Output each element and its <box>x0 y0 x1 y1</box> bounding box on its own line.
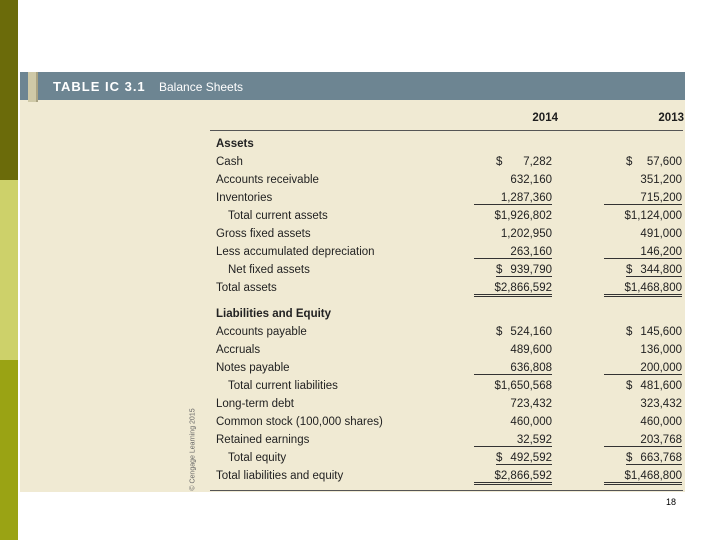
table-row <box>216 156 686 174</box>
page-number: 18 <box>666 497 677 507</box>
value-2014: 263,160 <box>474 246 552 259</box>
currency-2013: $ <box>626 452 633 464</box>
value-2014: 489,600 <box>510 344 552 356</box>
section-heading-row <box>216 308 686 326</box>
table-row <box>216 344 686 362</box>
value-2014: 524,160 <box>510 326 552 338</box>
slide-accent-bar-top <box>0 0 18 180</box>
header-rule <box>210 130 683 131</box>
row-label: Retained earnings <box>216 434 310 446</box>
value-2014: 636,808 <box>474 362 552 375</box>
value-2013: 200,000 <box>604 362 682 375</box>
value-2013: 57,600 <box>646 156 682 168</box>
value-2014: 632,160 <box>510 174 552 186</box>
table-row <box>216 174 686 192</box>
table-header-bar <box>20 72 685 100</box>
value-2014: $2,866,592 <box>474 470 552 485</box>
table-row <box>216 380 686 398</box>
value-2013: 460,000 <box>640 416 682 428</box>
currency-2014: $ <box>496 326 503 338</box>
table-row <box>216 210 686 228</box>
value-2013: 663,768 <box>626 452 682 465</box>
table-row <box>216 326 686 344</box>
section-heading: Assets <box>216 138 254 150</box>
value-2014: 32,592 <box>474 434 552 447</box>
row-label: Total assets <box>216 282 277 294</box>
row-label: Long-term debt <box>216 398 294 410</box>
value-2014: 723,432 <box>510 398 552 410</box>
copyright-credit <box>189 408 200 492</box>
table-row <box>216 192 686 210</box>
value-2014: 1,202,950 <box>500 228 552 240</box>
value-2014: 1,287,360 <box>474 192 552 205</box>
value-2014: 492,592 <box>496 452 552 465</box>
value-2013: 491,000 <box>640 228 682 240</box>
column-header-2013: 2013 <box>658 112 684 124</box>
table-row <box>216 434 686 452</box>
table-row <box>216 362 686 380</box>
value-2013: 344,800 <box>626 264 682 277</box>
table-row <box>216 264 686 282</box>
section-heading-row <box>216 138 686 156</box>
value-2014: 939,790 <box>496 264 552 277</box>
header-tab-decoration <box>28 72 38 102</box>
table-title: Balance Sheets <box>159 80 244 94</box>
value-2013: 481,600 <box>640 380 682 392</box>
balance-sheet-figure <box>20 72 685 492</box>
row-label: Less accumulated depreciation <box>216 246 375 258</box>
value-2013: 203,768 <box>604 434 682 447</box>
value-2013: 323,432 <box>640 398 682 410</box>
value-2013: $1,468,800 <box>604 282 682 297</box>
value-2014: 7,282 <box>523 156 552 168</box>
section-heading: Liabilities and Equity <box>216 308 332 320</box>
table-number: TABLE IC 3.1 <box>53 79 146 94</box>
table-row <box>216 416 686 434</box>
slide-accent-bar-bottom <box>0 360 18 540</box>
row-label: Notes payable <box>216 362 290 374</box>
value-2014: 460,000 <box>510 416 552 428</box>
row-label: Accounts receivable <box>216 174 319 186</box>
row-label: Accounts payable <box>216 326 307 338</box>
row-label: Inventories <box>216 192 273 204</box>
row-label: Net fixed assets <box>228 264 310 276</box>
table-row <box>216 246 686 264</box>
row-label: Common stock (100,000 shares) <box>216 416 383 428</box>
value-2013: 146,200 <box>604 246 682 259</box>
currency-2014: $ <box>496 452 503 464</box>
value-2013: 145,600 <box>640 326 682 338</box>
row-label: Cash <box>216 156 243 168</box>
value-2013: 715,200 <box>604 192 682 205</box>
value-2013: $1,468,800 <box>604 470 682 485</box>
value-2013: 136,000 <box>640 344 682 356</box>
row-label: Total current liabilities <box>228 380 338 392</box>
currency-2013: $ <box>626 156 633 168</box>
table-row <box>216 398 686 416</box>
table-row <box>216 282 686 300</box>
table-row <box>216 228 686 246</box>
currency-2013: $ <box>626 380 633 392</box>
currency-2014: $ <box>496 264 503 276</box>
slide-accent-bar-middle <box>0 180 18 360</box>
row-label: Gross fixed assets <box>216 228 311 240</box>
currency-2013: $ <box>626 326 633 338</box>
footer-rule <box>210 490 683 491</box>
copyright-text: © Cengage Learning 2015 <box>189 408 197 491</box>
row-label: Total liabilities and equity <box>216 470 344 482</box>
table-row <box>216 470 686 488</box>
row-label: Total current assets <box>228 210 328 222</box>
currency-2013: $ <box>626 264 633 276</box>
table-row <box>216 452 686 470</box>
row-label: Accruals <box>216 344 261 356</box>
value-2014: $1,650,568 <box>494 380 552 392</box>
column-header-2014: 2014 <box>532 112 558 124</box>
currency-2014: $ <box>496 156 503 168</box>
value-2014: $1,926,802 <box>494 210 552 222</box>
row-label: Total equity <box>228 452 287 464</box>
value-2013: 351,200 <box>640 174 682 186</box>
value-2014: $2,866,592 <box>474 282 552 297</box>
value-2013: $1,124,000 <box>624 210 682 222</box>
